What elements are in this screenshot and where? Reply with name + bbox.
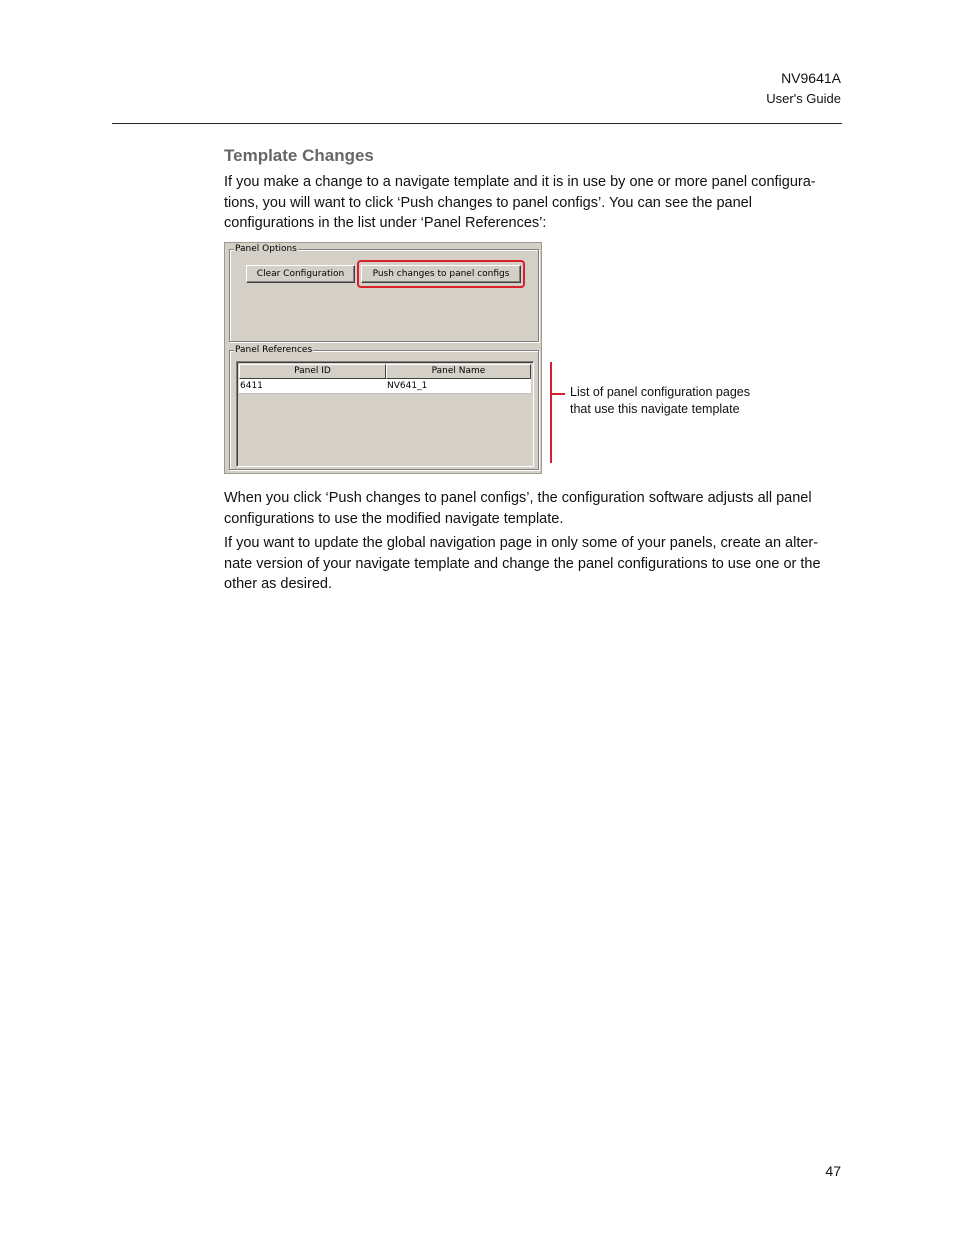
- panel-references-group: [229, 345, 539, 470]
- panel-options-label: Panel Options: [235, 244, 297, 254]
- column-header-panel-name[interactable]: Panel Name: [386, 364, 531, 379]
- section-title: Template Changes: [224, 146, 374, 165]
- intro-paragraph: If you make a change to a navigate template and it is in use by one or more panel configura- tions, you will want to click ‘Push changes to panel configs’. You can see the panel configurations in the list under ‘Panel References’:: [224, 174, 816, 231]
- push-changes-button[interactable]: Push changes to panel configs: [361, 265, 521, 283]
- clear-configuration-button[interactable]: Clear Configuration: [246, 265, 355, 283]
- callout-text: List of panel configuration pages that use this navigate template: [570, 385, 750, 416]
- dialog-screenshot: [224, 242, 542, 474]
- list-header: [239, 364, 531, 379]
- panel-options-group: [229, 244, 539, 342]
- header-rule: [112, 123, 842, 124]
- callout-tick: [551, 393, 565, 395]
- panel-id-cell: 6411: [240, 381, 263, 391]
- table-row[interactable]: [239, 379, 531, 394]
- panel-references-label: Panel References: [235, 345, 313, 355]
- header-doc-id: NV9641A: [781, 70, 841, 86]
- header-doc-type: User's Guide: [766, 91, 841, 106]
- page-number: 47: [825, 1163, 841, 1179]
- panel-references-list[interactable]: [236, 361, 534, 467]
- callout-bracket: [550, 362, 552, 463]
- after-paragraph-2: If you want to update the global navigation page in only some of your panels, create an alter- nate version of your navigate template and change the panel configurations to use one or the other as desired.: [224, 535, 821, 592]
- column-header-panel-id[interactable]: Panel ID: [239, 364, 386, 379]
- panel-name-cell: NV641_1: [387, 381, 428, 391]
- after-paragraph-1: When you click ‘Push changes to panel configs’, the configuration software adjusts all panel configurations to use the modified navigate template.: [224, 490, 812, 527]
